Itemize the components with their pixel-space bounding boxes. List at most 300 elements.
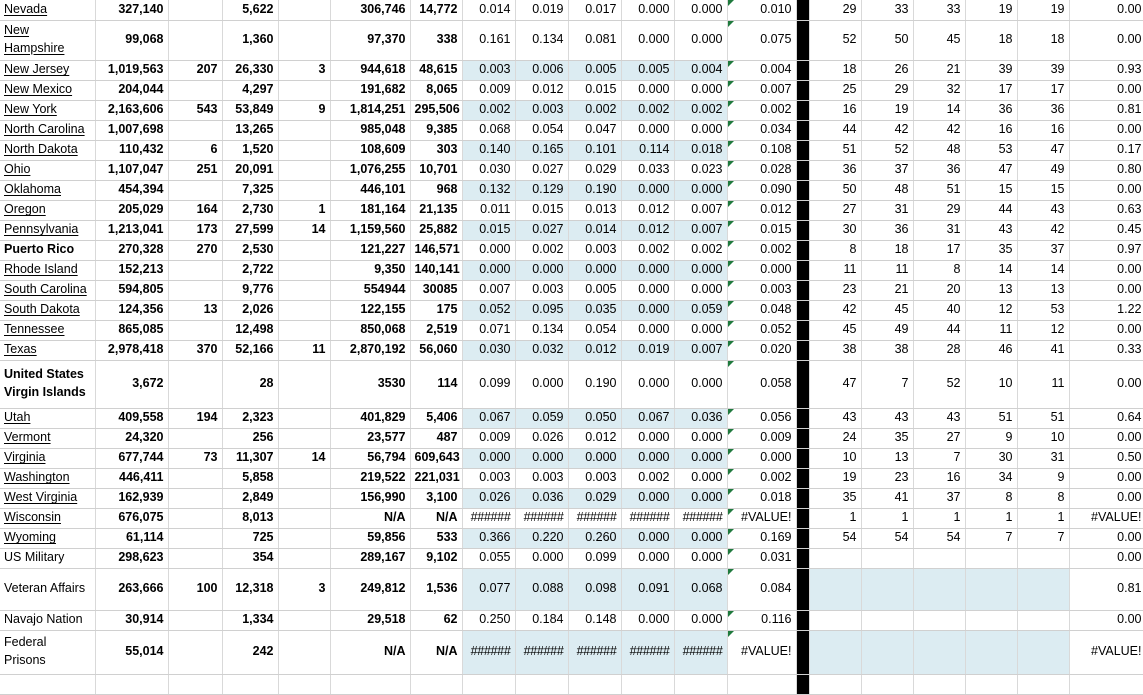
count-cell[interactable]: 249,812 [330,568,410,610]
rank-cell[interactable]: 9 [965,428,1017,448]
row-label-link[interactable]: Rhode Island [4,262,78,277]
count-cell[interactable]: 446,101 [330,180,410,200]
count-cell[interactable]: 1,007,698 [95,120,168,140]
rate-cell[interactable]: 0.033 [621,160,674,180]
row-label-link[interactable]: Wisconsin [4,510,61,525]
rank-cell[interactable]: 23 [809,280,861,300]
summary-rate-cell[interactable] [727,548,796,568]
count-cell[interactable]: 56,794 [330,448,410,468]
count-cell[interactable]: 221,031 [410,468,462,488]
rank-cell[interactable]: 46 [965,340,1017,360]
count-cell[interactable]: 110,432 [95,140,168,160]
rank-cell[interactable]: 11 [809,260,861,280]
count-cell[interactable] [278,180,330,200]
final-metric-cell[interactable]: 0.64 [1069,408,1143,428]
rank-cell[interactable] [913,610,965,630]
rank-cell[interactable]: 11 [965,320,1017,340]
rank-cell[interactable]: 36 [861,220,913,240]
row-label-cell[interactable] [0,468,95,488]
rate-cell[interactable]: 0.088 [515,568,568,610]
count-cell[interactable] [168,280,222,300]
table-row[interactable] [0,548,1143,568]
table-row[interactable] [0,80,1143,100]
empty-cell[interactable] [462,674,515,694]
rank-cell[interactable]: 54 [913,528,965,548]
rank-cell[interactable]: 35 [809,488,861,508]
rate-cell[interactable]: 0.000 [621,180,674,200]
table-row[interactable] [0,280,1143,300]
count-cell[interactable]: 533 [410,528,462,548]
count-cell[interactable]: 865,085 [95,320,168,340]
rate-cell[interactable]: 0.220 [515,528,568,548]
count-cell[interactable]: 944,618 [330,60,410,80]
rate-cell[interactable]: 0.012 [515,80,568,100]
rate-cell[interactable]: 0.068 [674,568,727,610]
rate-cell[interactable]: 0.012 [621,220,674,240]
rate-cell[interactable]: 0.095 [515,300,568,320]
overflow-cell[interactable]: ###### [674,508,727,528]
count-cell[interactable] [278,630,330,674]
count-cell[interactable]: 256 [222,428,278,448]
rank-cell[interactable] [1017,610,1069,630]
rate-cell[interactable]: 0.000 [674,260,727,280]
count-cell[interactable] [168,428,222,448]
overflow-cell[interactable]: ###### [621,508,674,528]
count-cell[interactable]: 1,520 [222,140,278,160]
rate-cell[interactable]: 0.007 [462,280,515,300]
row-label-cell[interactable] [0,100,95,120]
table-row[interactable] [0,408,1143,428]
count-cell[interactable] [278,468,330,488]
rate-cell[interactable]: 0.002 [462,100,515,120]
rank-cell[interactable]: 54 [809,528,861,548]
count-cell[interactable]: 164 [168,200,222,220]
rank-cell[interactable]: 19 [965,0,1017,20]
count-cell[interactable] [168,488,222,508]
rate-cell[interactable]: 0.005 [621,60,674,80]
count-cell[interactable]: 3530 [330,360,410,408]
table-row[interactable] [0,220,1143,240]
final-metric-cell[interactable]: 0.81 [1069,568,1143,610]
row-label-link[interactable]: Utah [4,410,31,425]
row-label-cell[interactable] [0,548,95,568]
count-cell[interactable]: 55,014 [95,630,168,674]
count-cell[interactable]: 1,076,255 [330,160,410,180]
row-label-cell[interactable] [0,220,95,240]
row-label-cell[interactable] [0,360,95,408]
summary-rate-cell[interactable] [727,610,796,630]
rank-cell[interactable]: 18 [965,20,1017,60]
count-cell[interactable]: N/A [330,630,410,674]
empty-cell[interactable] [568,674,621,694]
count-cell[interactable]: 204,044 [95,80,168,100]
count-cell[interactable]: 409,558 [95,408,168,428]
count-cell[interactable]: 175 [410,300,462,320]
count-cell[interactable]: 62 [410,610,462,630]
table-row[interactable] [0,240,1143,260]
count-cell[interactable]: 121,227 [330,240,410,260]
rank-cell[interactable]: 16 [913,468,965,488]
row-label-cell[interactable] [0,20,95,60]
rank-cell[interactable]: 36 [913,160,965,180]
row-label-cell[interactable] [0,260,95,280]
row-label-cell[interactable] [0,200,95,220]
rate-cell[interactable]: 0.000 [515,360,568,408]
rate-cell[interactable]: 0.036 [674,408,727,428]
rank-cell[interactable]: 25 [809,80,861,100]
rate-cell[interactable]: 0.000 [674,80,727,100]
count-cell[interactable]: 1,814,251 [330,100,410,120]
table-row[interactable] [0,360,1143,408]
rank-cell[interactable]: 47 [809,360,861,408]
count-cell[interactable]: 124,356 [95,300,168,320]
row-label-cell[interactable] [0,408,95,428]
rate-cell[interactable]: 0.000 [462,240,515,260]
count-cell[interactable]: 2,026 [222,300,278,320]
row-label-link[interactable]: North Carolina [4,122,85,137]
rate-cell[interactable]: 0.003 [462,60,515,80]
count-cell[interactable]: 985,048 [330,120,410,140]
rate-cell[interactable]: 0.019 [515,0,568,20]
rate-cell[interactable]: 0.067 [462,408,515,428]
table-row[interactable] [0,508,1143,528]
row-label-cell[interactable] [0,140,95,160]
summary-rate-cell[interactable] [727,428,796,448]
row-label-link[interactable]: Virginia [4,450,46,465]
rate-cell[interactable]: 0.003 [462,468,515,488]
count-cell[interactable] [278,280,330,300]
rate-cell[interactable]: 0.012 [568,340,621,360]
final-metric-cell[interactable]: 0.00 [1069,20,1143,60]
rate-cell[interactable]: 0.015 [462,220,515,240]
rank-cell[interactable]: 15 [1017,180,1069,200]
rank-cell[interactable]: 38 [861,340,913,360]
count-cell[interactable]: 20,091 [222,160,278,180]
rate-cell[interactable]: 0.000 [621,280,674,300]
rate-cell[interactable]: 0.014 [568,220,621,240]
rate-cell[interactable]: 0.000 [621,300,674,320]
table-row[interactable] [0,160,1143,180]
table-row[interactable] [0,674,1143,694]
count-cell[interactable]: N/A [330,508,410,528]
rank-cell[interactable]: 52 [861,140,913,160]
rate-cell[interactable]: 0.000 [674,20,727,60]
empty-cell[interactable] [674,674,727,694]
empty-cell[interactable] [965,674,1017,694]
count-cell[interactable]: 3 [278,60,330,80]
row-label-link[interactable]: Texas [4,342,37,357]
row-label-link[interactable]: Oklahoma [4,182,61,197]
rate-cell[interactable]: 0.019 [621,340,674,360]
rank-cell[interactable]: 43 [1017,200,1069,220]
count-cell[interactable]: 219,522 [330,468,410,488]
count-cell[interactable]: 270,328 [95,240,168,260]
count-cell[interactable]: 725 [222,528,278,548]
count-cell[interactable] [168,260,222,280]
rate-cell[interactable]: 0.012 [568,428,621,448]
rate-cell[interactable]: 0.000 [568,260,621,280]
count-cell[interactable]: 53,849 [222,100,278,120]
count-cell[interactable]: 289,167 [330,548,410,568]
rank-cell[interactable]: 21 [913,60,965,80]
rate-cell[interactable]: 0.250 [462,610,515,630]
rank-cell[interactable] [965,610,1017,630]
count-cell[interactable]: 1,360 [222,20,278,60]
summary-rate-cell[interactable] [727,240,796,260]
rank-cell[interactable]: 12 [965,300,1017,320]
row-label-link[interactable]: Pennsylvania [4,222,79,237]
row-label-cell[interactable] [0,300,95,320]
count-cell[interactable]: 2,978,418 [95,340,168,360]
count-cell[interactable] [168,20,222,60]
rate-cell[interactable]: 0.030 [462,160,515,180]
count-cell[interactable] [278,240,330,260]
rate-cell[interactable]: 0.000 [462,448,515,468]
count-cell[interactable]: 609,643 [410,448,462,468]
rank-cell[interactable]: 44 [965,200,1017,220]
rate-cell[interactable]: 0.002 [621,100,674,120]
table-row[interactable] [0,200,1143,220]
rank-cell[interactable]: 11 [861,260,913,280]
overflow-cell[interactable]: ###### [674,630,727,674]
row-label-link[interactable]: Wyoming [4,530,56,545]
summary-rate-cell[interactable] [727,468,796,488]
rate-cell[interactable]: 0.047 [568,120,621,140]
rank-cell[interactable]: 43 [861,408,913,428]
rank-cell[interactable]: 8 [1017,488,1069,508]
rate-cell[interactable]: 0.032 [515,340,568,360]
rank-cell[interactable]: 51 [965,408,1017,428]
count-cell[interactable] [168,610,222,630]
rank-cell[interactable]: 31 [861,200,913,220]
empty-cell[interactable] [861,674,913,694]
row-label-cell[interactable] [0,120,95,140]
count-cell[interactable]: 8,013 [222,508,278,528]
rank-cell[interactable]: 50 [861,20,913,60]
count-cell[interactable] [278,488,330,508]
count-cell[interactable]: 1,334 [222,610,278,630]
rate-cell[interactable]: 0.006 [515,60,568,80]
empty-cell[interactable] [913,674,965,694]
rate-cell[interactable]: 0.184 [515,610,568,630]
count-cell[interactable]: 2,730 [222,200,278,220]
row-label-cell[interactable] [0,488,95,508]
overflow-cell[interactable]: ###### [462,630,515,674]
row-label-cell[interactable] [0,448,95,468]
rate-cell[interactable]: 0.002 [621,468,674,488]
rate-cell[interactable]: 0.000 [462,260,515,280]
count-cell[interactable]: N/A [410,630,462,674]
rate-cell[interactable]: 0.000 [674,320,727,340]
rank-cell[interactable]: 47 [965,160,1017,180]
rate-cell[interactable]: 0.081 [568,20,621,60]
rate-cell[interactable]: 0.014 [462,0,515,20]
count-cell[interactable]: 9,385 [410,120,462,140]
rank-cell[interactable]: 1 [861,508,913,528]
table-row[interactable] [0,180,1143,200]
empty-cell[interactable] [809,674,861,694]
summary-rate-cell[interactable] [727,60,796,80]
rank-cell[interactable]: 34 [965,468,1017,488]
summary-rate-cell[interactable] [727,220,796,240]
row-label-link[interactable]: South Dakota [4,302,80,317]
count-cell[interactable]: 543 [168,100,222,120]
count-cell[interactable] [168,360,222,408]
rank-cell[interactable]: 14 [913,100,965,120]
count-cell[interactable]: 61,114 [95,528,168,548]
count-cell[interactable]: 676,075 [95,508,168,528]
rate-cell[interactable]: 0.059 [515,408,568,428]
overflow-cell[interactable]: ###### [621,630,674,674]
rate-cell[interactable]: 0.007 [674,340,727,360]
count-cell[interactable]: 14 [278,448,330,468]
rate-cell[interactable]: 0.017 [568,0,621,20]
rate-cell[interactable]: 0.161 [462,20,515,60]
rank-cell[interactable]: 37 [1017,240,1069,260]
table-row[interactable] [0,340,1143,360]
count-cell[interactable]: 1,107,047 [95,160,168,180]
final-metric-cell[interactable]: 0.81 [1069,100,1143,120]
rank-cell[interactable]: 47 [1017,140,1069,160]
rank-cell[interactable] [1017,548,1069,568]
rate-cell[interactable]: 0.007 [674,220,727,240]
rate-cell[interactable]: 0.366 [462,528,515,548]
final-metric-cell[interactable]: 0.45 [1069,220,1143,240]
rate-cell[interactable]: 0.134 [515,20,568,60]
rate-cell[interactable]: 0.000 [568,448,621,468]
rank-cell[interactable]: 18 [1017,20,1069,60]
row-label-link[interactable]: Washington [4,470,70,485]
row-label-link[interactable]: West Virginia [4,490,78,505]
rank-cell[interactable]: 37 [861,160,913,180]
rank-cell[interactable]: 21 [861,280,913,300]
rate-cell[interactable]: 0.260 [568,528,621,548]
rank-cell[interactable]: 17 [1017,80,1069,100]
count-cell[interactable]: 850,068 [330,320,410,340]
count-cell[interactable]: 354 [222,548,278,568]
count-cell[interactable] [278,120,330,140]
rank-cell[interactable]: 30 [809,220,861,240]
final-metric-cell[interactable]: 0.00 [1069,488,1143,508]
rank-cell[interactable] [809,548,861,568]
rank-cell[interactable]: 31 [1017,448,1069,468]
final-metric-cell[interactable]: 0.97 [1069,240,1143,260]
empty-cell[interactable] [410,674,462,694]
final-metric-cell[interactable]: 0.00 [1069,280,1143,300]
final-metric-cell[interactable]: 0.93 [1069,60,1143,80]
rank-cell[interactable]: 45 [861,300,913,320]
row-label-link[interactable]: North Dakota [4,142,78,157]
row-label-cell[interactable] [0,630,95,674]
rank-cell[interactable]: 19 [809,468,861,488]
count-cell[interactable]: 1,536 [410,568,462,610]
rank-cell[interactable]: 18 [861,240,913,260]
empty-cell[interactable] [515,674,568,694]
rate-cell[interactable]: 0.003 [515,100,568,120]
rank-cell[interactable]: 9 [1017,468,1069,488]
count-cell[interactable]: 4,297 [222,80,278,100]
row-label-link[interactable]: New Jersey [4,62,70,77]
summary-rate-cell[interactable] [727,300,796,320]
overflow-cell[interactable]: ###### [568,508,621,528]
empty-cell[interactable] [168,674,222,694]
final-metric-cell[interactable]: #VALUE! [1069,508,1143,528]
summary-rate-cell[interactable] [727,260,796,280]
rank-cell[interactable]: 52 [809,20,861,60]
row-label-link[interactable]: New York [4,102,57,117]
rate-cell[interactable]: 0.000 [515,260,568,280]
count-cell[interactable]: 194 [168,408,222,428]
rank-cell[interactable]: 29 [861,80,913,100]
rank-cell[interactable]: 42 [809,300,861,320]
rate-cell[interactable]: 0.000 [674,528,727,548]
count-cell[interactable]: 14 [278,220,330,240]
count-cell[interactable] [278,610,330,630]
rank-cell[interactable]: 39 [1017,60,1069,80]
final-metric-cell[interactable]: 0.00 [1069,360,1143,408]
rank-cell[interactable]: 10 [965,360,1017,408]
count-cell[interactable]: 487 [410,428,462,448]
rate-cell[interactable]: 0.052 [462,300,515,320]
rank-cell[interactable]: 45 [913,20,965,60]
rate-cell[interactable]: 0.059 [674,300,727,320]
rate-cell[interactable]: 0.027 [515,160,568,180]
rank-cell[interactable]: 45 [809,320,861,340]
rank-cell[interactable]: 27 [913,428,965,448]
rank-cell[interactable]: 44 [913,320,965,340]
rate-cell[interactable]: 0.000 [674,448,727,468]
count-cell[interactable] [278,408,330,428]
empty-cell[interactable] [1069,674,1143,694]
count-cell[interactable]: 370 [168,340,222,360]
rank-cell[interactable]: 33 [861,0,913,20]
count-cell[interactable]: 3,672 [95,360,168,408]
count-cell[interactable]: 1,159,560 [330,220,410,240]
rate-cell[interactable]: 0.091 [621,568,674,610]
overflow-cell[interactable]: ###### [462,508,515,528]
rank-cell[interactable]: 52 [913,360,965,408]
count-cell[interactable]: 26,330 [222,60,278,80]
row-label-cell[interactable] [0,528,95,548]
rate-cell[interactable]: 0.011 [462,200,515,220]
rank-cell[interactable]: 48 [861,180,913,200]
count-cell[interactable]: 594,805 [95,280,168,300]
empty-cell[interactable] [222,674,278,694]
rank-cell[interactable]: 36 [1017,100,1069,120]
rate-cell[interactable]: 0.099 [462,360,515,408]
count-cell[interactable]: 5,406 [410,408,462,428]
count-cell[interactable]: 173 [168,220,222,240]
rate-cell[interactable]: 0.140 [462,140,515,160]
rate-cell[interactable]: 0.165 [515,140,568,160]
count-cell[interactable]: 270 [168,240,222,260]
count-cell[interactable]: 13,265 [222,120,278,140]
rank-cell[interactable]: 43 [913,408,965,428]
count-cell[interactable]: 242 [222,630,278,674]
count-cell[interactable] [168,548,222,568]
final-metric-cell[interactable]: 0.00 [1069,548,1143,568]
rate-cell[interactable]: 0.000 [674,180,727,200]
rate-cell[interactable]: 0.054 [568,320,621,340]
row-label-link[interactable]: Vermont [4,430,51,445]
rank-cell[interactable]: 39 [965,60,1017,80]
table-row[interactable] [0,60,1143,80]
rate-cell[interactable]: 0.009 [462,428,515,448]
count-cell[interactable]: 14,772 [410,0,462,20]
rank-cell[interactable] [861,610,913,630]
row-label-cell[interactable] [0,340,95,360]
rate-cell[interactable]: 0.190 [568,180,621,200]
